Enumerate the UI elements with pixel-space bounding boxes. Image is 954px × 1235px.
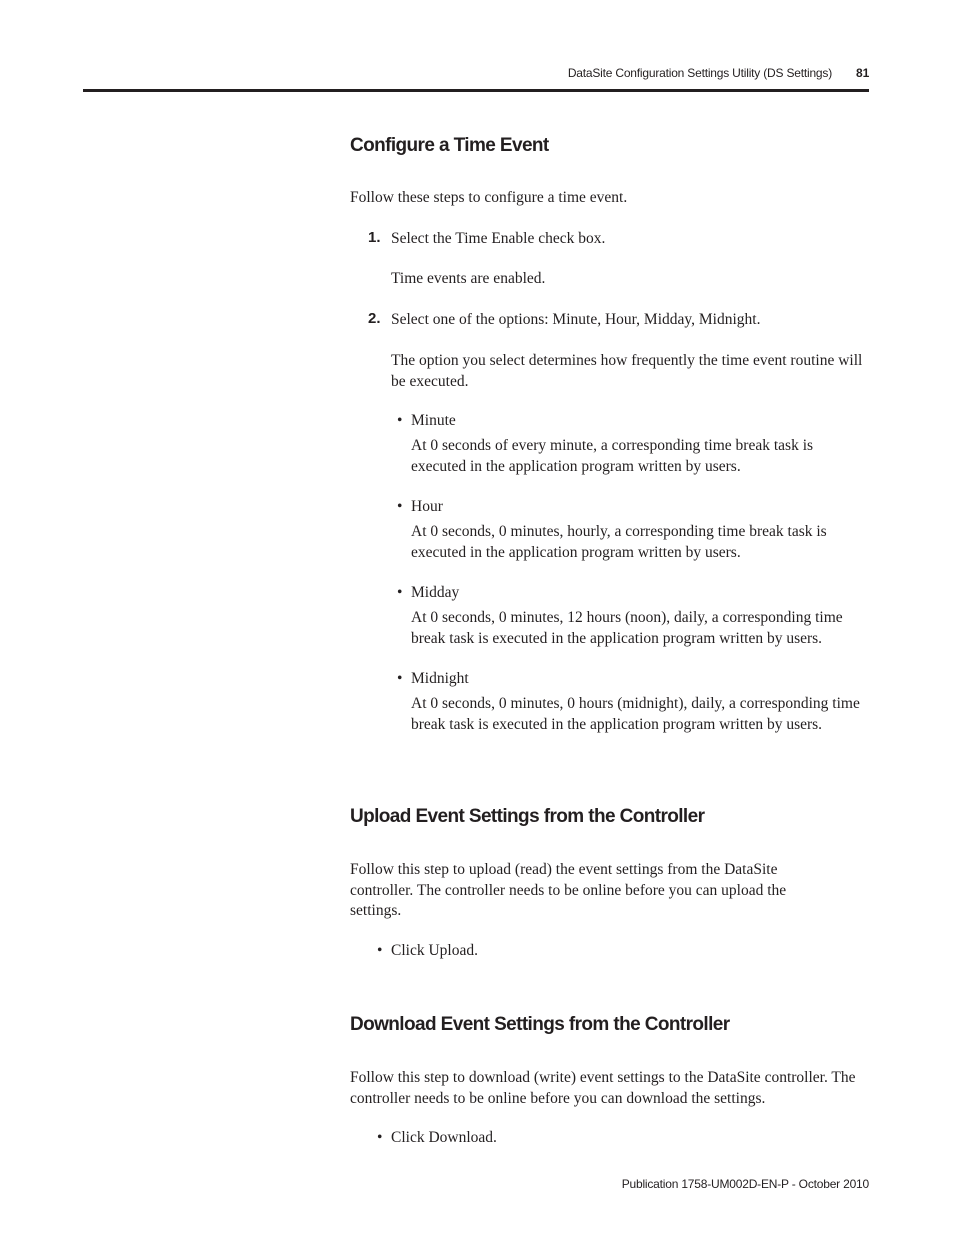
- time-event-intro: Follow these steps to configure a time event.: [350, 189, 628, 206]
- step-result-1: Time events are enabled.: [391, 270, 546, 287]
- step-number-2: 2.: [368, 310, 381, 327]
- bullet-icon: •: [377, 942, 383, 959]
- option-description-midnight: At 0 seconds, 0 minutes, 0 hours (midnight), daily, a corresponding time break task is executed in the application program written by users.: [411, 695, 860, 733]
- upload-intro: Follow this step to upload (read) the event settings from the DataSite controller. The controller needs to be online before you can upload the settings.: [350, 861, 787, 919]
- option-name-midnight: Midnight: [411, 670, 469, 687]
- option-description-minute: At 0 seconds of every minute, a corresponding time break task is executed in the application program written by users.: [411, 437, 814, 475]
- bullet-icon: •: [397, 670, 403, 687]
- section-heading-download: Download Event Settings from the Controller: [350, 1014, 730, 1035]
- header-rule: [83, 89, 869, 92]
- option-name-midday: Midday: [411, 584, 460, 601]
- option-description-hour: At 0 seconds, 0 minutes, hourly, a corresponding time break task is executed in the application program written by users.: [411, 523, 827, 561]
- option-name-hour: Hour: [411, 498, 443, 515]
- download-bullet-text: Click Download.: [391, 1129, 497, 1146]
- upload-bullet-text: Click Upload.: [391, 942, 478, 959]
- download-intro: Follow this step to download (write) event settings to the DataSite controller. The controller needs to be online before you can download the settings.: [350, 1069, 856, 1107]
- section-heading-upload: Upload Event Settings from the Controller: [350, 806, 705, 827]
- option-name-minute: Minute: [411, 412, 456, 429]
- page-number: 81: [856, 66, 870, 80]
- bullet-icon: •: [397, 412, 403, 429]
- step-result-2: The option you select determines how frequently the time event routine will be executed.: [391, 352, 863, 390]
- option-description-midday: At 0 seconds, 0 minutes, 12 hours (noon), daily, a corresponding time break task is executed in the application program written by users.: [411, 609, 843, 647]
- step-number-1: 1.: [368, 229, 381, 246]
- bullet-icon: •: [397, 584, 403, 601]
- bullet-icon: •: [397, 498, 403, 515]
- publication-footer: Publication 1758-UM002D-EN-P - October 2010: [621, 1177, 869, 1191]
- step-text-2: Select one of the options: Minute, Hour, Midday, Midnight.: [391, 311, 761, 328]
- bullet-icon: •: [377, 1129, 383, 1146]
- step-text-1: Select the Time Enable check box.: [391, 230, 606, 247]
- running-header-title: DataSite Configuration Settings Utility (DS Settings): [567, 66, 832, 80]
- section-heading-configure-time-event: Configure a Time Event: [350, 135, 549, 156]
